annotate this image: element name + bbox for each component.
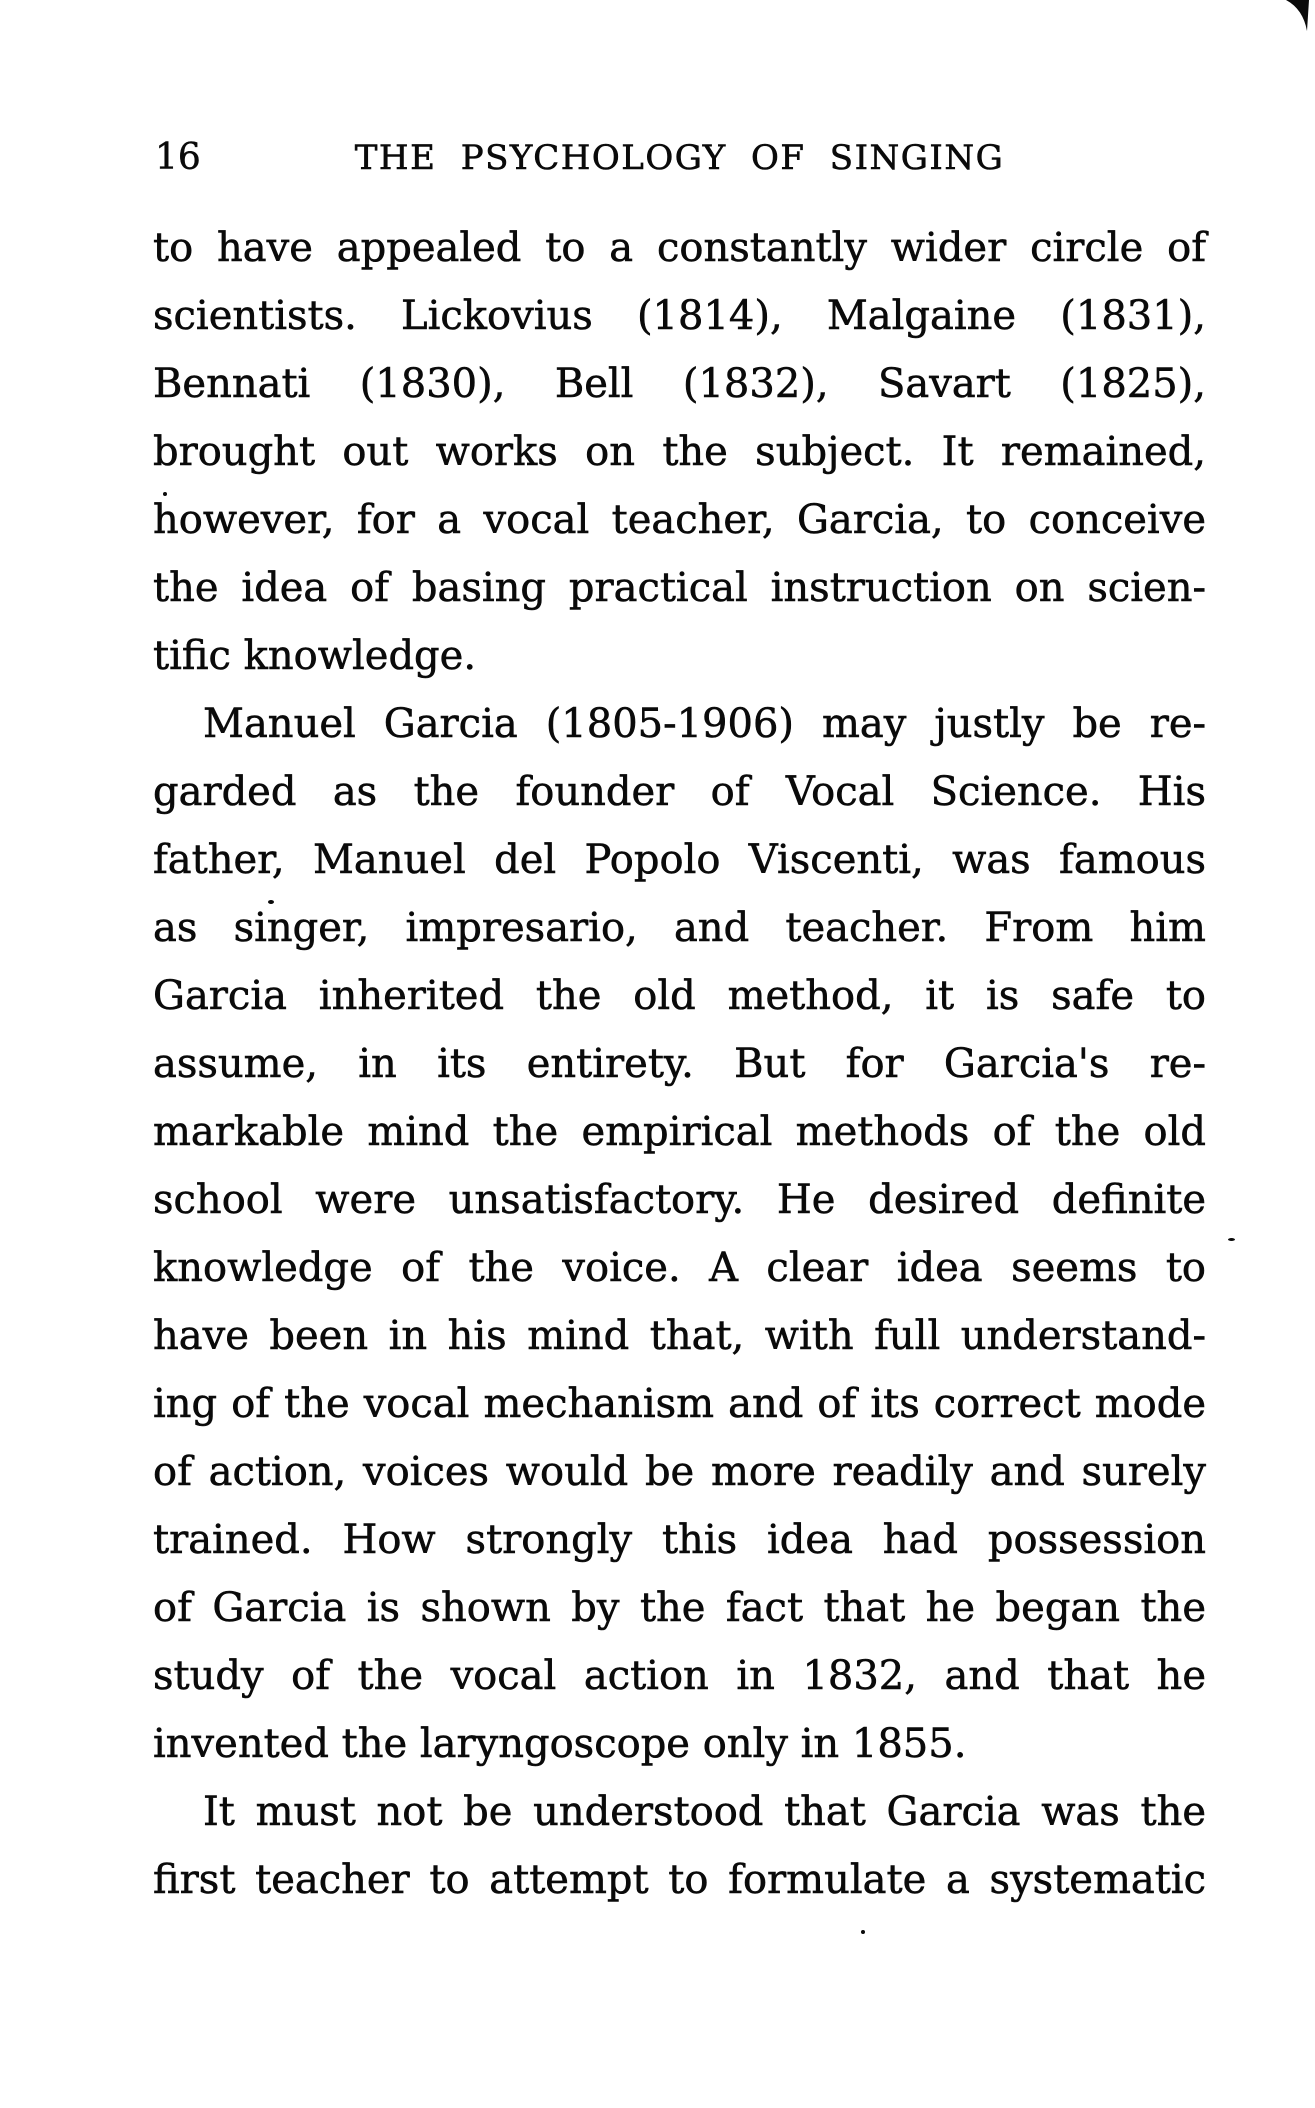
scan-speck — [163, 492, 167, 496]
page-number: 16 — [155, 137, 201, 178]
text-line: knowledge of the voice. A clear idea seems to — [153, 1245, 1206, 1291]
text-line: Manuel Garcia (1805-1906) may justly be re- — [203, 701, 1206, 747]
text-line: study of the vocal action in 1832, and that he — [153, 1653, 1206, 1699]
text-line: however, for a vocal teacher, Garcia, to conceive — [153, 497, 1206, 543]
scan-speck — [1228, 1238, 1235, 1241]
text-line: have been in his mind that, with full understand- — [153, 1313, 1206, 1359]
text-line: markable mind the empirical methods of the old — [153, 1109, 1206, 1155]
text-line: It must not be understood that Garcia was the — [203, 1789, 1206, 1835]
text-line: to have appealed to a constantly wider circle of — [153, 225, 1206, 271]
text-line: first teacher to attempt to formulate a systematic — [153, 1857, 1206, 1903]
text-line: ing of the vocal mechanism and of its correct mode — [153, 1381, 1206, 1427]
text-line: of Garcia is shown by the fact that he began the — [153, 1585, 1206, 1631]
scan-corner-ink-mark — [1283, 0, 1314, 34]
text-line: invented the laryngoscope only in 1855. — [153, 1721, 967, 1767]
text-line: Bennati (1830), Bell (1832), Savart (1825), — [153, 361, 1206, 407]
text-line: tific knowledge. — [153, 633, 477, 679]
text-line: the idea of basing practical instruction on scien- — [153, 565, 1206, 611]
text-line: of action, voices would be more readily and surely — [153, 1449, 1206, 1495]
text-line: brought out works on the subject. It remained, — [153, 429, 1206, 475]
running-header — [153, 137, 1206, 179]
text-line: scientists. Lickovius (1814), Malgaine (1831), — [153, 293, 1206, 339]
paragraph — [153, 1778, 1206, 1914]
text-line: garded as the founder of Vocal Science. His — [153, 769, 1206, 815]
scan-speck — [861, 1930, 865, 1934]
running-title: THE PSYCHOLOGY OF SINGING — [354, 138, 1005, 178]
text-line: father, Manuel del Popolo Viscenti, was famous — [153, 837, 1206, 883]
paragraph — [153, 214, 1206, 690]
text-line: trained. How strongly this idea had possession — [153, 1517, 1206, 1563]
text-line: school were unsatisfactory. He desired definite — [153, 1177, 1206, 1223]
text-line: assume, in its entirety. But for Garcia's re- — [153, 1041, 1206, 1087]
paragraph — [153, 690, 1206, 1778]
text-line: Garcia inherited the old method, it is safe to — [153, 973, 1206, 1019]
scan-speck — [268, 900, 274, 904]
page-body — [153, 214, 1206, 1914]
text-line: as singer, impresario, and teacher. From him — [153, 905, 1206, 951]
